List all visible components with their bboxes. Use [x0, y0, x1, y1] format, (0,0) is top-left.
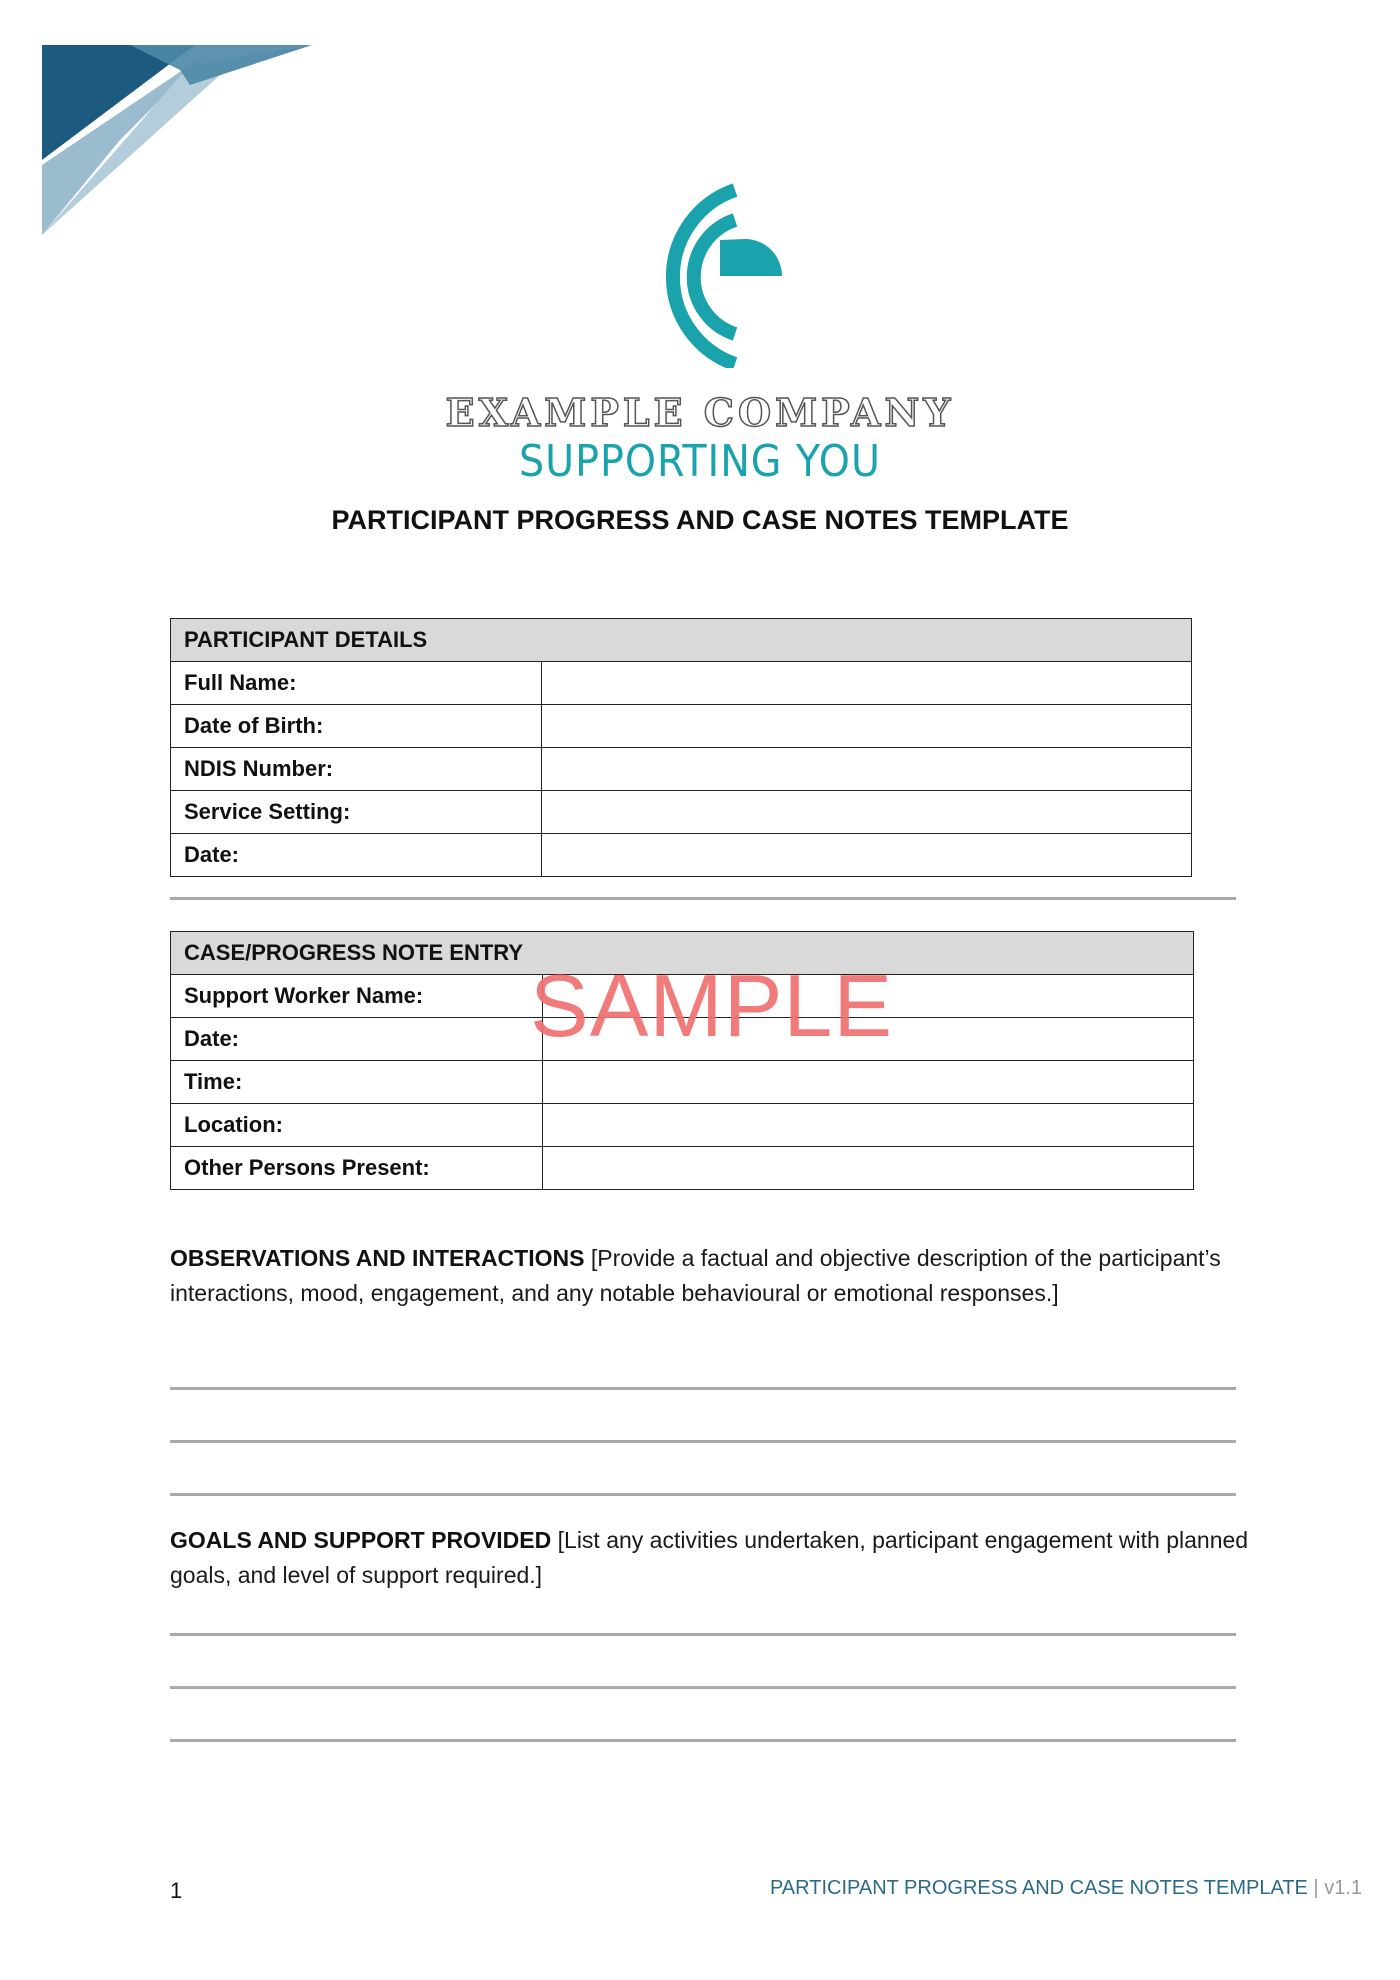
writing-line[interactable]	[170, 1440, 1236, 1443]
participant-details-table	[170, 618, 1192, 877]
divider	[170, 897, 1236, 900]
writing-line[interactable]	[170, 1633, 1236, 1636]
ndis-number-field[interactable]	[542, 748, 1192, 791]
field-label: Other Persons Present:	[171, 1147, 543, 1190]
goals-section	[170, 1523, 1250, 1593]
location-field[interactable]	[543, 1104, 1194, 1147]
field-label: Service Setting:	[171, 791, 542, 834]
table-row	[171, 791, 1192, 834]
time-field[interactable]	[543, 1061, 1194, 1104]
field-label: Location:	[171, 1104, 543, 1147]
field-label: Time:	[171, 1061, 543, 1104]
observations-instruction: [Provide a factual and objective description of the participant’s interactions, mood, engagement, and any notable behavioural or emotional responses.]	[170, 1245, 1221, 1306]
writing-line[interactable]	[170, 1739, 1236, 1742]
field-label: Date of Birth:	[171, 705, 542, 748]
table-row	[171, 1147, 1194, 1190]
observations-heading: OBSERVATIONS AND INTERACTIONS	[170, 1245, 585, 1271]
footer-document-title	[770, 1877, 1362, 1900]
table-row	[171, 834, 1192, 877]
goals-instruction: [List any activities undertaken, participant engagement with planned goals, and level of support required.]	[170, 1527, 1249, 1588]
other-persons-field[interactable]	[543, 1147, 1194, 1190]
footer-separator: |	[1313, 1877, 1319, 1899]
writing-line[interactable]	[170, 1686, 1236, 1689]
table-row	[171, 705, 1192, 748]
corner-decoration	[0, 0, 320, 240]
footer-version: v1.1	[1324, 1877, 1362, 1899]
company-name: EXAMPLE COMPANY	[445, 390, 955, 435]
document-title: PARTICIPANT PROGRESS AND CASE NOTES TEMPLATE	[331, 505, 1069, 535]
company-tagline: SUPPORTING YOU	[519, 436, 881, 487]
field-label: NDIS Number:	[171, 748, 542, 791]
field-label: Full Name:	[171, 662, 542, 705]
page-number: 1	[170, 1878, 183, 1903]
date-field[interactable]	[542, 834, 1192, 877]
table-row	[171, 662, 1192, 705]
field-label: Date:	[171, 1018, 543, 1061]
goals-heading: GOALS AND SUPPORT PROVIDED	[170, 1527, 552, 1553]
table-row	[171, 1061, 1194, 1104]
observations-section	[170, 1241, 1250, 1311]
field-label: Support Worker Name:	[171, 975, 543, 1018]
table-row	[171, 1104, 1194, 1147]
full-name-field[interactable]	[542, 662, 1192, 705]
participant-details-header: PARTICIPANT DETAILS	[171, 619, 1192, 662]
writing-line[interactable]	[170, 1493, 1236, 1496]
date-of-birth-field[interactable]	[542, 705, 1192, 748]
footer-title-text: PARTICIPANT PROGRESS AND CASE NOTES TEMPLATE	[769, 1877, 1308, 1899]
writing-line[interactable]	[170, 1387, 1236, 1390]
field-label: Date:	[171, 834, 542, 877]
table-row	[171, 748, 1192, 791]
sample-watermark: SAMPLE	[530, 956, 894, 1055]
service-setting-field[interactable]	[542, 791, 1192, 834]
note-entry-header: CASE/PROGRESS NOTE ENTRY	[171, 932, 1194, 975]
company-logo	[620, 178, 785, 368]
